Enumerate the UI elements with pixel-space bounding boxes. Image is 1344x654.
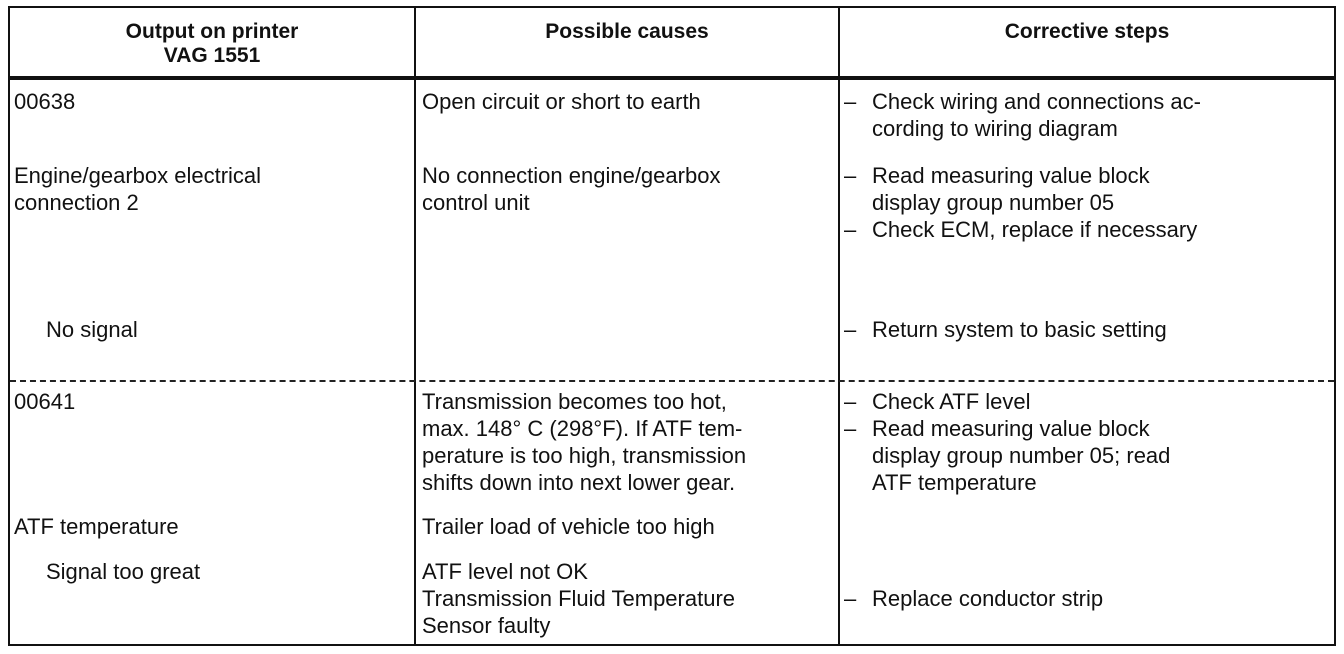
- fault-code-table: [8, 6, 1336, 646]
- header-label: Output on printer: [125, 20, 299, 43]
- header-corrective-steps: [840, 8, 1334, 78]
- header-label: VAG 1551: [163, 44, 261, 67]
- header-output-on-printer: [10, 8, 414, 78]
- corrective-step: cording to wiring diagram: [872, 116, 1118, 141]
- row-separator: [10, 380, 1334, 382]
- component-name: ATF temperature: [14, 514, 179, 539]
- possible-cause: control unit: [422, 190, 530, 215]
- component-name: connection 2: [14, 190, 139, 215]
- corrective-step: Check ECM, replace if necessary: [872, 217, 1198, 242]
- possible-cause: Transmission becomes too hot,: [422, 389, 727, 414]
- corrective-step: Check wiring and connections ac-: [872, 89, 1201, 114]
- fault-code: 00638: [14, 89, 76, 114]
- possible-cause: Transmission Fluid Temperature: [422, 586, 736, 611]
- possible-cause: Sensor faulty: [422, 613, 551, 638]
- possible-cause: Open circuit or short to earth: [422, 89, 701, 114]
- step-bullet: –: [844, 416, 857, 441]
- column-divider: [838, 8, 840, 644]
- header-label: Possible causes: [545, 20, 709, 43]
- step-bullet: –: [844, 389, 857, 414]
- corrective-step: ATF temperature: [872, 470, 1037, 495]
- corrective-step: Read measuring value block: [872, 163, 1150, 188]
- step-bullet: –: [844, 89, 857, 114]
- corrective-step: Return system to basic setting: [872, 317, 1167, 342]
- step-bullet: –: [844, 163, 857, 188]
- fault-condition: No signal: [46, 317, 138, 342]
- step-bullet: –: [844, 317, 857, 342]
- corrective-step: Replace conductor strip: [872, 586, 1104, 611]
- component-name: Engine/gearbox electrical: [14, 163, 262, 188]
- header-possible-causes: [416, 8, 838, 78]
- corrective-step: Read measuring value block: [872, 416, 1150, 441]
- step-bullet: –: [844, 217, 857, 242]
- fault-condition: Signal too great: [46, 559, 201, 584]
- corrective-step: Check ATF level: [872, 389, 1031, 414]
- possible-cause: No connection engine/gearbox: [422, 163, 721, 188]
- possible-cause: perature is too high, transmission: [422, 443, 747, 468]
- fault-code: 00641: [14, 389, 76, 414]
- column-divider: [414, 8, 416, 644]
- possible-cause: ATF level not OK: [422, 559, 588, 584]
- corrective-step: display group number 05: [872, 190, 1115, 215]
- step-bullet: –: [844, 586, 857, 611]
- possible-cause: max. 148° C (298°F). If ATF tem-: [422, 416, 743, 441]
- possible-cause: Trailer load of vehicle too high: [422, 514, 715, 539]
- header-label: Corrective steps: [1004, 20, 1170, 43]
- possible-cause: shifts down into next lower gear.: [422, 470, 736, 495]
- corrective-step: display group number 05; read: [872, 443, 1171, 468]
